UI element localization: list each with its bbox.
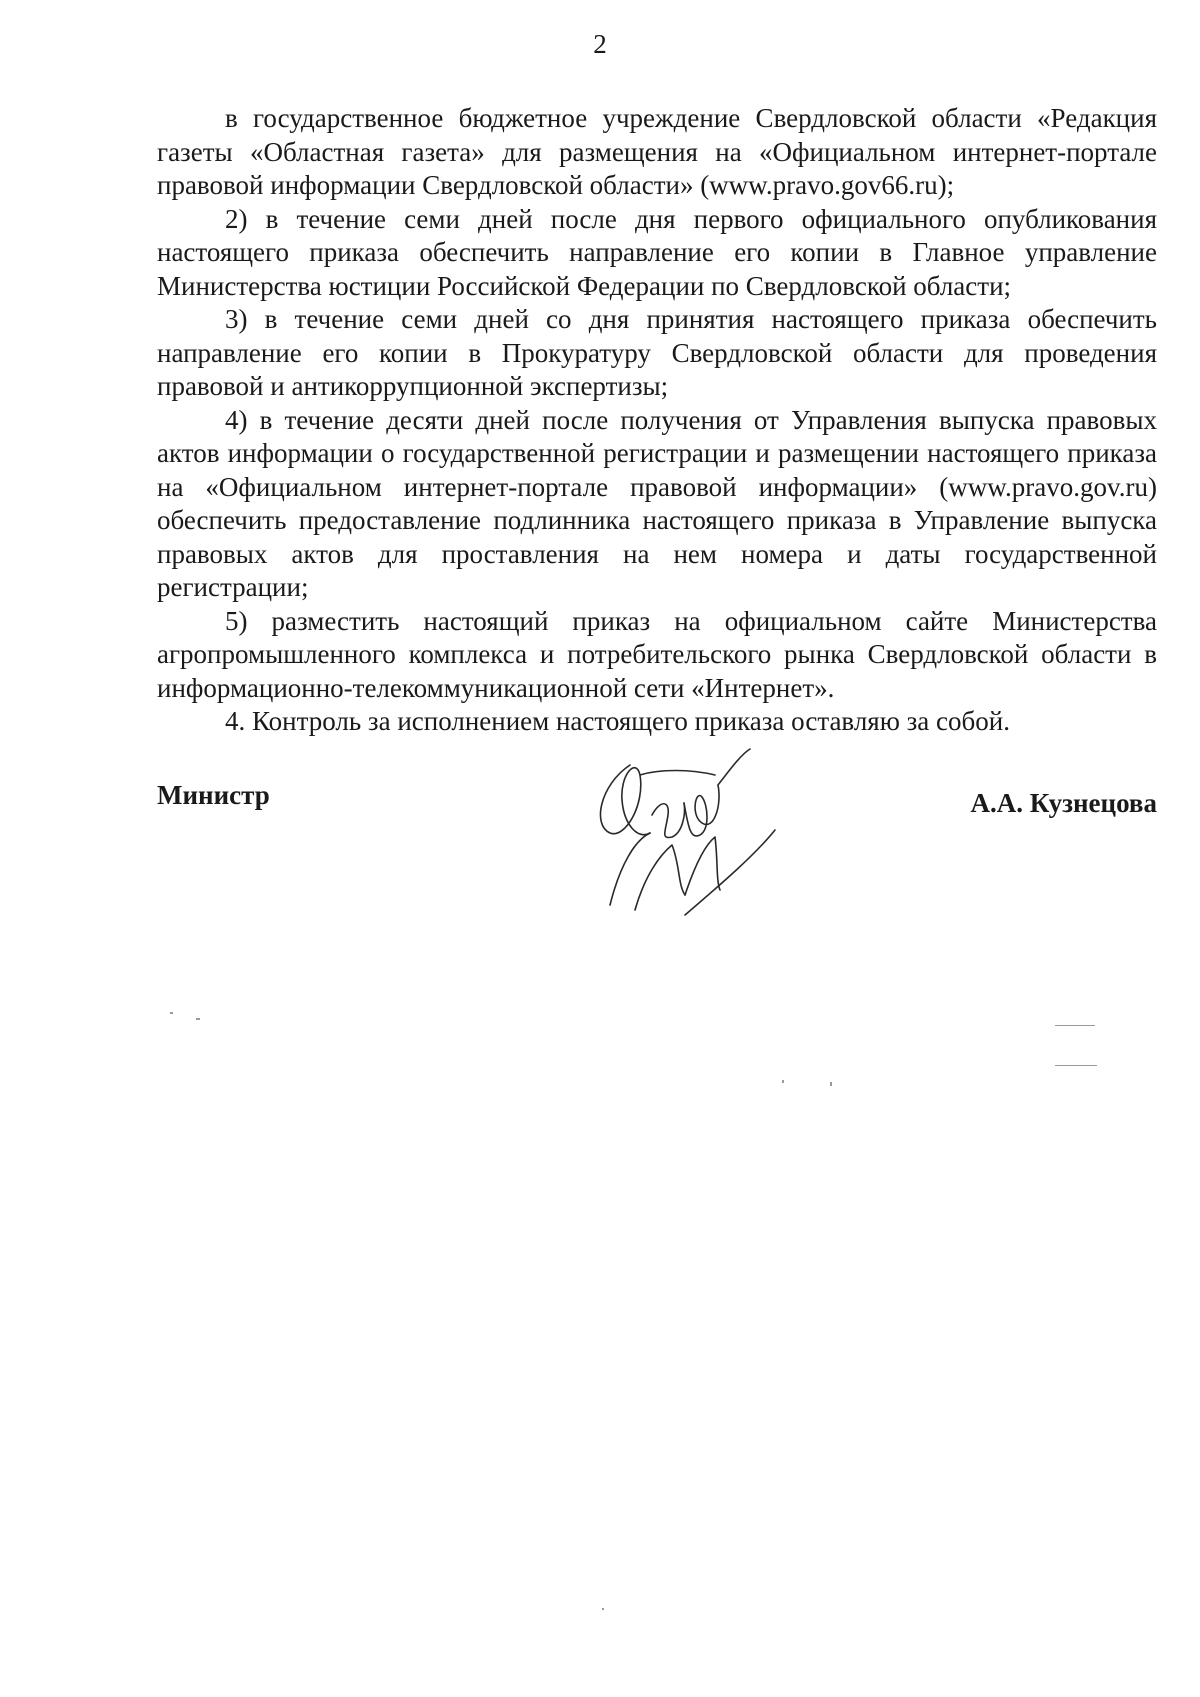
paragraph-1: в государственное бюджетное учреждение Свердловской области «Редакция газеты «Областная газета» для размещения на «Официальном интернет-портале правовой информации Свердловской области» (www.pravo.gov66.ru);	[157, 103, 1157, 200]
signatory-title: Министр	[157, 780, 270, 810]
scan-speck	[830, 1082, 832, 1086]
scan-speck	[1055, 1065, 1097, 1066]
paragraph-4: 4) в течение десяти дней после получения от Управления выпуска правовых актов информации о государственной регистрации и размещении настоящего приказа на «Официальном интернет-портале правовой информации» (www.pravo.gov.ru) обеспечить предоставление подлинника настоящего приказа в Управление выпуска правовых актов для проставления на нем номера и даты государственной регистрации;	[157, 404, 1157, 602]
paragraph-3: 3) в течение семи дней со дня принятия настоящего приказа обеспечить направление его копии в Прокуратуру Свердловской области для проведения правовой и антикоррупционной экспертизы;	[157, 304, 1157, 401]
document-body	[157, 102, 1157, 739]
paragraph-6: 4. Контроль за исполнением настоящего приказа оставляю за собой.	[225, 706, 1010, 736]
scan-speck	[782, 1080, 784, 1083]
paragraph-2: 2) в течение семи дней после дня первого официального опубликования настоящего приказа обеспечить направление его копии в Главное управление Министерства юстиции Российской Федерации по Свердловской области;	[157, 203, 1157, 301]
scan-speck	[1055, 1025, 1095, 1026]
handwritten-signature	[590, 745, 790, 920]
scan-speck	[196, 1018, 200, 1020]
paragraph-5: 5) разместить настоящий приказ на официальном сайте Министерства агропромышленного комплекса и потребительского рынка Свердловской области в информационно-телекоммуникационной сети «Интернет».	[157, 605, 1157, 703]
signatory-name: А.А. Кузнецова	[970, 788, 1157, 818]
scan-speck	[170, 1012, 173, 1014]
page-number: 2	[593, 29, 607, 59]
scan-speck	[602, 1608, 604, 1610]
